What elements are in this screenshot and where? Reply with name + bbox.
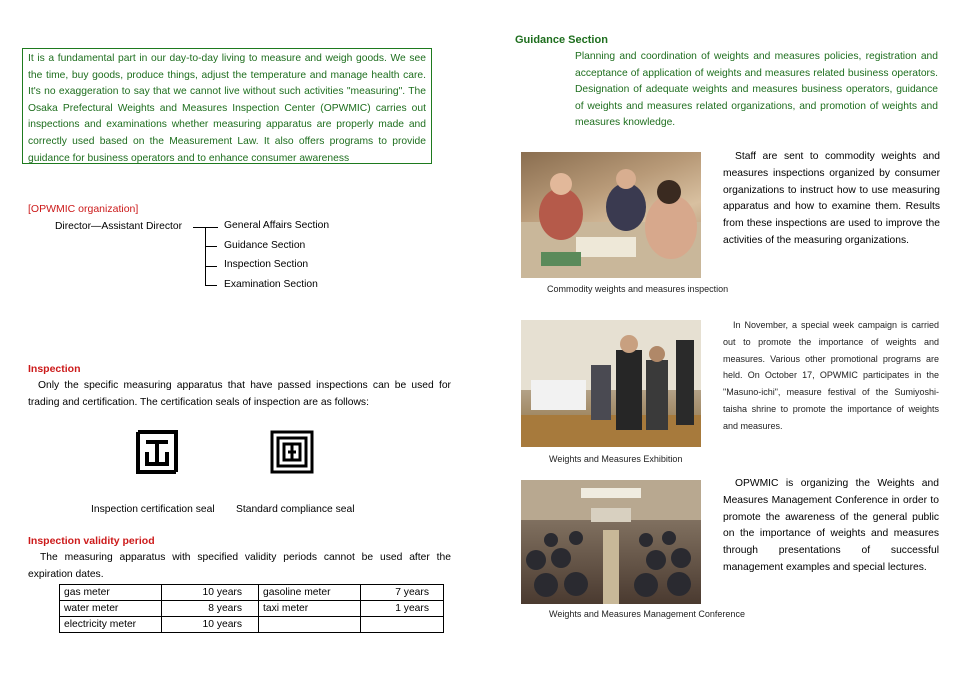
org-vertical-line bbox=[205, 227, 206, 286]
seal1-label: Inspection certification seal bbox=[91, 504, 215, 515]
inspection-certification-seal-icon bbox=[136, 430, 178, 474]
exhibition-photo bbox=[521, 320, 701, 447]
table-row bbox=[60, 601, 444, 617]
table-cell: 10 years bbox=[162, 585, 259, 601]
seal2-label: Standard compliance seal bbox=[236, 504, 355, 515]
conference-photo bbox=[521, 480, 701, 604]
org-branch bbox=[205, 285, 217, 286]
table-cell: 8 years bbox=[162, 601, 259, 617]
exhibition-people-icon bbox=[521, 320, 701, 447]
photo3-caption: Weights and Measures Management Conference bbox=[549, 609, 745, 619]
org-branch bbox=[205, 266, 217, 267]
org-heading: [OPWMIC organization] bbox=[28, 203, 139, 215]
table-cell bbox=[259, 617, 361, 633]
org-section-examination: Examination Section bbox=[224, 279, 318, 290]
conference-audience-icon bbox=[521, 480, 701, 604]
validity-text: The measuring apparatus with specified validity periods cannot be used after the expiration dates. bbox=[28, 552, 451, 580]
guidance-heading: Guidance Section bbox=[515, 34, 608, 46]
photo1-text: Staff are sent to commodity weights and measures inspections organized by consumer organizations to instruct how to use measuring apparatus and how to examine them. Results from these inspections are used to improve the activities of the measuring organizations. bbox=[723, 151, 940, 246]
validity-heading: Inspection validity period bbox=[28, 535, 155, 547]
org-branch bbox=[205, 246, 217, 247]
intro-text: It is a fundamental part in our day-to-day living to measure and weigh goods. We see the time, buy goods, produce things, adjust the temperature and manage health care. It's no exaggeration to say that we cannot live without such activities "measuring". The Osaka Prefectural Weights and Measures Inspection Center (OPWMIC) carries out inspections and examinations whether measuring apparatus are properly made and correctly used based on the Measurement Law. It also offers programs to provide guidance for business operators and to enhance consumer awareness bbox=[28, 53, 426, 164]
photo1-caption: Commodity weights and measures inspection bbox=[547, 284, 729, 294]
photo2-caption: Weights and Measures Exhibition bbox=[549, 454, 683, 464]
table-cell: electricity meter bbox=[60, 617, 162, 633]
photo3-text: OPWMIC is organizing the Weights and Measures Management Conference in order to promote the awareness of the general public on the importance of weights and measures through presentations of successful management examples and special lectures. bbox=[723, 478, 939, 573]
org-director: Director—Assistant Director bbox=[55, 221, 183, 232]
table-cell: 7 years bbox=[361, 585, 444, 601]
table-cell: 10 years bbox=[162, 617, 259, 633]
table-cell: taxi meter bbox=[259, 601, 361, 617]
intro-box bbox=[22, 48, 432, 164]
inspection-text: Only the specific measuring apparatus that have passed inspections can be used for trading and certification. The certification seals of inspection are as follows: bbox=[28, 380, 451, 408]
table-cell bbox=[361, 617, 444, 633]
table-cell: water meter bbox=[60, 601, 162, 617]
org-section-inspection: Inspection Section bbox=[224, 259, 309, 270]
table-cell: 1 years bbox=[361, 601, 444, 617]
people-at-table-icon bbox=[521, 152, 701, 278]
table-row bbox=[60, 585, 444, 601]
org-section-general-affairs: General Affairs Section bbox=[224, 220, 330, 231]
table-row bbox=[60, 617, 444, 633]
photo2-text: In November, a special week campaign is carried out to promote the importance of weights and measures. Various other promotional programs are held. On October 17, OPWMIC participates in the "Masuno-ichi", measure festival of the Sumiyoshi-taisha shrine to promote the importance of weights and measures. bbox=[723, 320, 939, 431]
guidance-text: Planning and coordination of weights and measures policies, registration and acceptance of application of weights and measures related business operators. Designation of adequate weights and measures business operators, guidance of weights and measures related organizations, and promotion of weights and measures knowledge. bbox=[575, 51, 938, 129]
validity-table bbox=[59, 584, 444, 633]
org-section-guidance: Guidance Section bbox=[224, 240, 306, 251]
table-cell: gas meter bbox=[60, 585, 162, 601]
table-cell: gasoline meter bbox=[259, 585, 361, 601]
inspection-heading: Inspection bbox=[28, 363, 81, 375]
standard-compliance-seal-icon bbox=[270, 430, 314, 474]
commodity-inspection-photo bbox=[521, 152, 701, 278]
